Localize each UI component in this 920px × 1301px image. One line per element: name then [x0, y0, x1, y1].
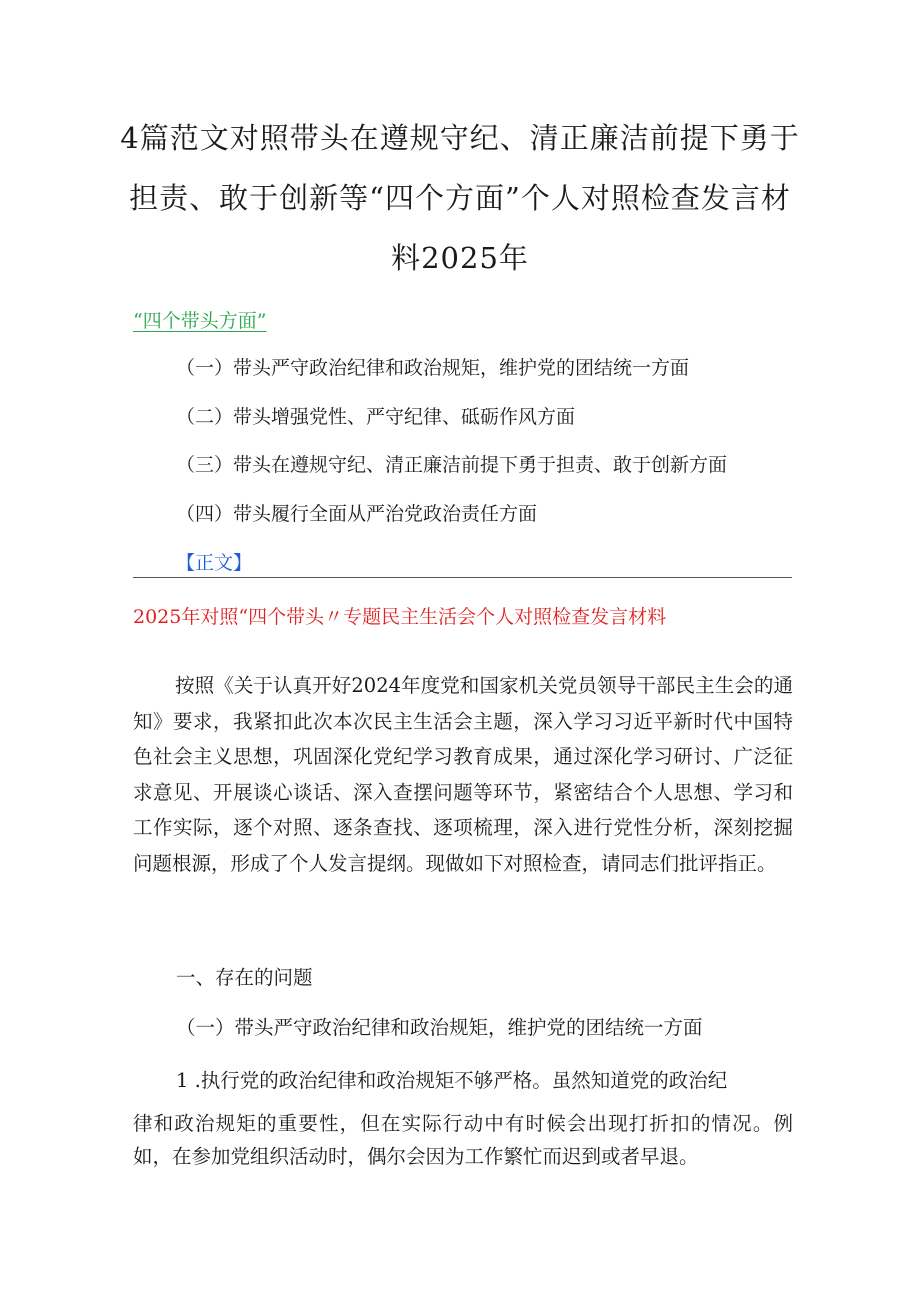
heading-problems: 一、存在的问题 — [176, 966, 313, 989]
list-item: （一）带头严守政治纪律和政治规矩，维护党的团结统一方面 — [176, 357, 690, 379]
heading-sub-1: （一）带头严守政治纪律和政治规矩，维护党的团结统一方面 — [176, 1016, 703, 1039]
divider — [133, 577, 792, 578]
document-title: 4篇范文对照带头在遵规守纪、清正廉洁前提下勇于担责、敢于创新等“四个方面”个人对照检查发言材料2025年 — [120, 121, 800, 275]
item-1-continuation: 律和政治规矩的重要性，但在实际行动中有时候会出现打折扣的情况。例如，在参加党组织活动时，偶尔会因为工作繁忙而迟到或者早退。 — [133, 1112, 793, 1168]
section-heading-four-leads: “四个带头方面” — [133, 310, 267, 332]
article-title: 2025年对照“四个带头〃专题民主生活会个人对照检查发言材料 — [133, 606, 667, 628]
list-item: （四）带头履行全面从严治党政治责任方面 — [176, 503, 538, 526]
list-item: （二）带头增强党性、严守纪律、砥砺作风方面 — [176, 405, 576, 428]
body-marker: 【正文】 — [176, 552, 253, 574]
four-aspects-list — [176, 352, 727, 547]
list-item: （三）带头在遵规守纪、清正廉洁前提下勇于担责、敢于创新方面 — [176, 454, 728, 477]
item-1-first-line: 1 .执行党的政治纪律和政治规矩不够严格。虽然知道党的政治纪 — [176, 1069, 728, 1092]
intro-paragraph: 按照《关于认真开好2024年度党和国家机关党员领导干部民主生会的通知》要求，我紧扣此次本次民主生活会主题，深入学习习近平新时代中国特色社会主义思想，巩固深化党纪学习教育成果，通过深化学习研讨、广泛征求意见、开展谈心谈话、深入查摆问题等环节，紧密结合个人思想、学习和工作实际，逐个对照、逐条查找、逐项梳理，深入进行党性分析，深刻挖掘问题根源，形成了个人发言提纲。现做如下对照检查，请同志们批评指正。 — [133, 674, 793, 875]
